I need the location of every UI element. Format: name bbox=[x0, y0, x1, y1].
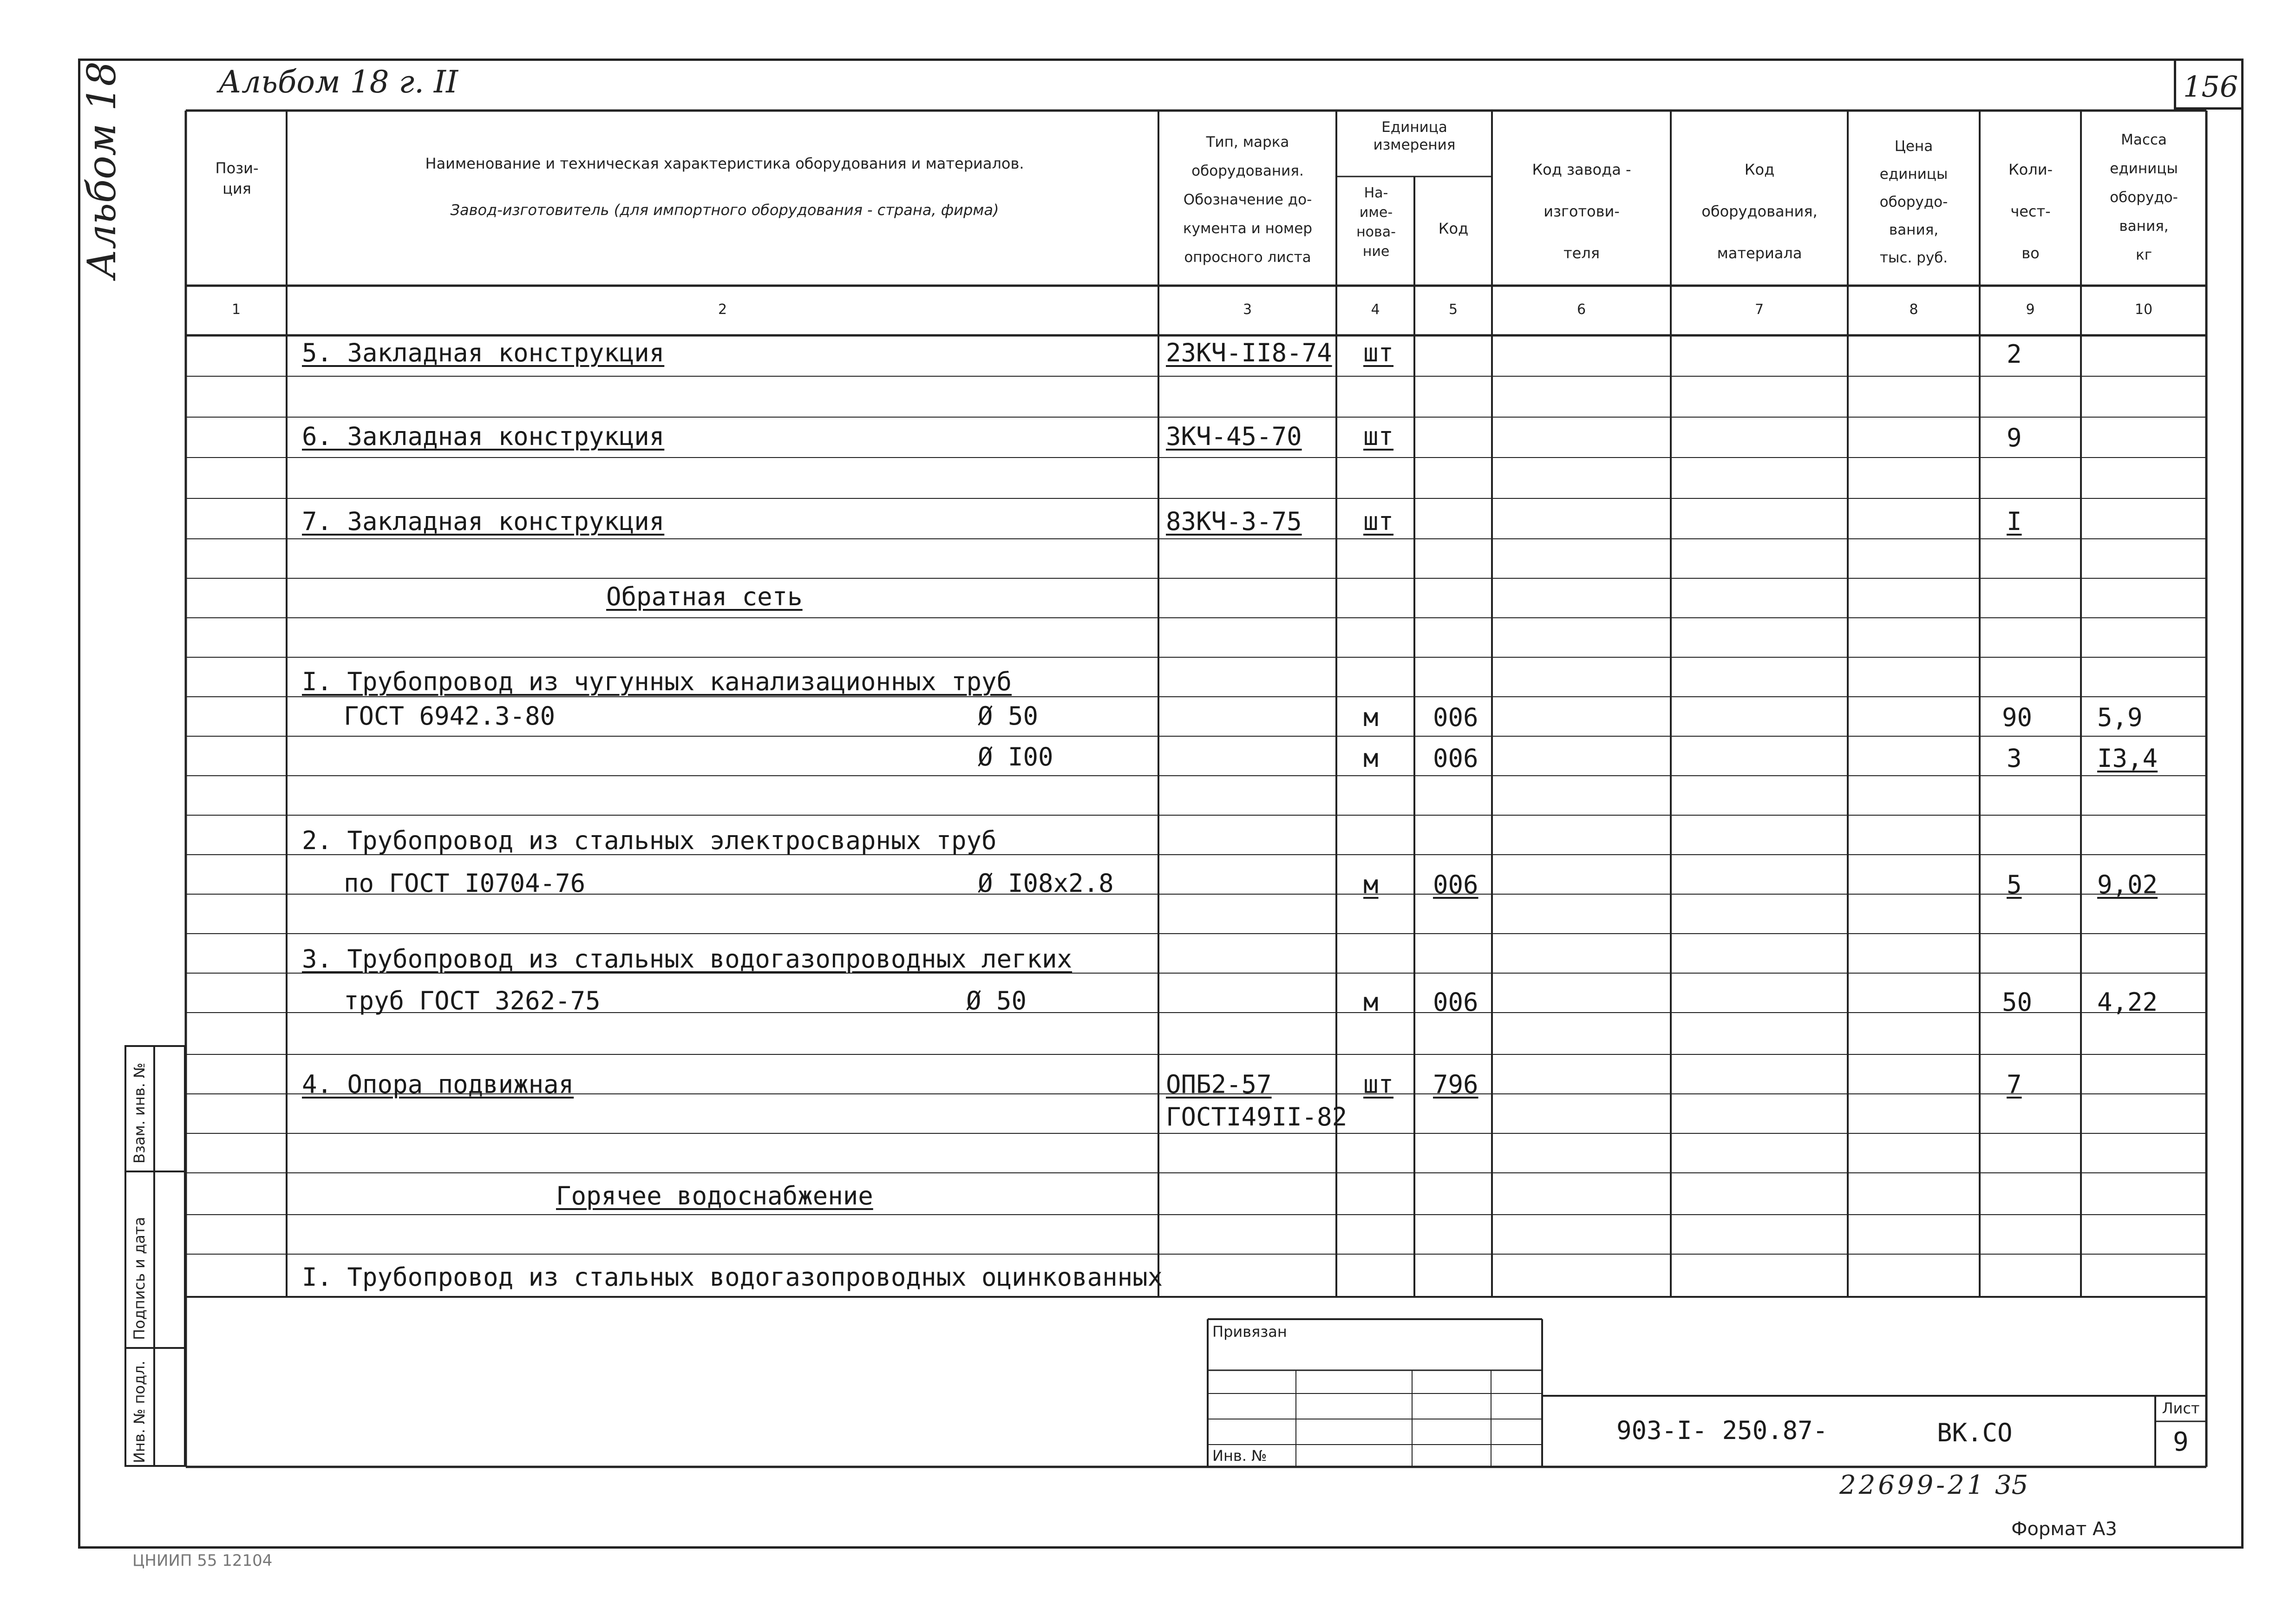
row-name: труб ГОСТ 3262-75 bbox=[344, 986, 601, 1015]
row-mass: 9,02 bbox=[2097, 870, 2158, 899]
row-unit: шт bbox=[1363, 338, 1394, 367]
sheet-number-top: 156 bbox=[2183, 70, 2238, 104]
col-num-2: 2 bbox=[718, 301, 727, 318]
col-num-5: 5 bbox=[1448, 301, 1458, 318]
row-unit: шт bbox=[1363, 422, 1394, 451]
row-type: ОПБ2-57 bbox=[1166, 1070, 1272, 1099]
col-header-factory-code: Код завода - изготови- теля bbox=[1532, 161, 1631, 262]
row-unit: м bbox=[1363, 744, 1379, 773]
doc-mark: ВК.СО bbox=[1937, 1418, 2013, 1447]
row-name: 6. Закладная конструкция bbox=[302, 422, 665, 451]
row-qty: 5 bbox=[2007, 870, 2022, 899]
row-dim: Ø 50 bbox=[978, 701, 1039, 731]
col-header-quantity: Коли- чест- во bbox=[2008, 161, 2053, 262]
col-num-10: 10 bbox=[2134, 301, 2153, 318]
col-num-1: 1 bbox=[231, 301, 241, 318]
col-header-position: Пози- ция bbox=[215, 159, 259, 197]
col-header-name: Наименование и техническая характеристика оборудования и материалов. bbox=[425, 155, 1024, 172]
row-code: 006 bbox=[1433, 703, 1478, 732]
col-header-price: Цена единицы оборудо- вания, тыс. руб. bbox=[1879, 138, 1948, 266]
row-name: 3. Трубопровод из стальных водогазопроводных легких bbox=[302, 944, 1073, 974]
row-qty: 9 bbox=[2007, 423, 2022, 452]
col-header-unit-group: Единица измерения bbox=[1373, 119, 1456, 153]
row-code: 006 bbox=[1433, 744, 1478, 773]
col-header-type: Тип, марка оборудования. Обозначение до- кумента и номер опросного листа bbox=[1183, 134, 1313, 266]
row-name: 7. Закладная конструкция bbox=[302, 507, 665, 536]
row-dim: Ø I08x2.8 bbox=[978, 869, 1114, 898]
row-qty: 2 bbox=[2007, 340, 2022, 369]
row-unit: м bbox=[1363, 988, 1379, 1017]
list-number: 9 bbox=[2173, 1427, 2189, 1457]
format-label: Формат А3 bbox=[2011, 1518, 2117, 1540]
col-header-name-sub: Завод-изготовитель (для импортного оборудования - страна, фирма) bbox=[450, 201, 999, 219]
col-header-unit-name: На- име- нова- ние bbox=[1356, 185, 1396, 260]
row-type: ГОСТI49II-82 bbox=[1166, 1102, 1348, 1132]
bottom-left-stamp: ЦНИИП 55 12104 bbox=[132, 1551, 273, 1570]
privyazan-label: Привязан bbox=[1212, 1323, 1287, 1341]
section-hot-water: Горячее водоснабжение bbox=[556, 1181, 873, 1210]
row-name: I. Трубопровод из стальных водогазопроводных оцинкованных bbox=[302, 1262, 1163, 1292]
row-code: 796 bbox=[1433, 1070, 1478, 1099]
col-num-3: 3 bbox=[1243, 301, 1252, 318]
doc-code: 903-I- 250.87- bbox=[1616, 1416, 1828, 1445]
row-unit: шт bbox=[1363, 1070, 1394, 1099]
col-header-unit-code: Код bbox=[1438, 220, 1469, 237]
row-mass: I3,4 bbox=[2097, 744, 2158, 773]
archive-number: 22699-21 bbox=[1839, 1470, 1987, 1500]
row-name: I. Трубопровод из чугунных канализационных труб bbox=[302, 667, 1012, 696]
row-name: 2. Трубопровод из стальных электросварных труб bbox=[302, 826, 997, 855]
section-return-network: Обратная сеть bbox=[606, 582, 803, 611]
row-unit: м bbox=[1363, 703, 1379, 732]
col-num-8: 8 bbox=[1909, 301, 1918, 318]
album-title: Альбом 18 г. II bbox=[218, 64, 458, 100]
col-num-4: 4 bbox=[1371, 301, 1380, 318]
row-name: ГОСТ 6942.3-80 bbox=[344, 701, 556, 731]
row-qty: 7 bbox=[2007, 1070, 2022, 1099]
col-header-mass: Масса единицы оборудо- вания, кг bbox=[2110, 131, 2178, 263]
row-qty: I bbox=[2007, 507, 2022, 536]
row-mass: 4,22 bbox=[2097, 988, 2158, 1017]
row-type: 23КЧ-II8-74 bbox=[1166, 338, 1332, 367]
row-dim: Ø I00 bbox=[978, 742, 1053, 772]
inv-no-label: Инв. № bbox=[1212, 1447, 1267, 1465]
row-unit: м bbox=[1363, 870, 1379, 899]
side-label-vzam: Взам. инв. № bbox=[131, 1062, 148, 1164]
row-dim: Ø 50 bbox=[966, 986, 1027, 1015]
row-qty: 90 bbox=[2002, 703, 2033, 732]
row-code: 006 bbox=[1433, 988, 1478, 1017]
row-qty: 3 bbox=[2007, 744, 2022, 773]
col-num-9: 9 bbox=[2026, 301, 2035, 318]
row-name: 4. Опора подвижная bbox=[302, 1070, 574, 1099]
side-label-podpis: Подпись и дата bbox=[131, 1217, 148, 1340]
row-name: по ГОСТ I0704-76 bbox=[344, 869, 586, 898]
col-header-material-code: Код оборудования, материала bbox=[1701, 161, 1818, 262]
row-code: 006 bbox=[1433, 870, 1478, 899]
row-unit: шт bbox=[1363, 507, 1394, 536]
archive-suffix: 35 bbox=[1995, 1470, 2028, 1500]
row-mass: 5,9 bbox=[2097, 703, 2143, 732]
side-label-inv: Инв. № подл. bbox=[131, 1360, 148, 1463]
row-type: 83КЧ-3-75 bbox=[1166, 507, 1302, 536]
side-album-label: Альбом 18 bbox=[79, 61, 124, 279]
list-label: Лист bbox=[2162, 1400, 2200, 1417]
col-num-7: 7 bbox=[1754, 301, 1764, 318]
row-type: 3КЧ-45-70 bbox=[1166, 422, 1302, 451]
col-num-6: 6 bbox=[1576, 301, 1586, 318]
row-name: 5. Закладная конструкция bbox=[302, 338, 665, 367]
row-qty: 50 bbox=[2002, 988, 2033, 1017]
